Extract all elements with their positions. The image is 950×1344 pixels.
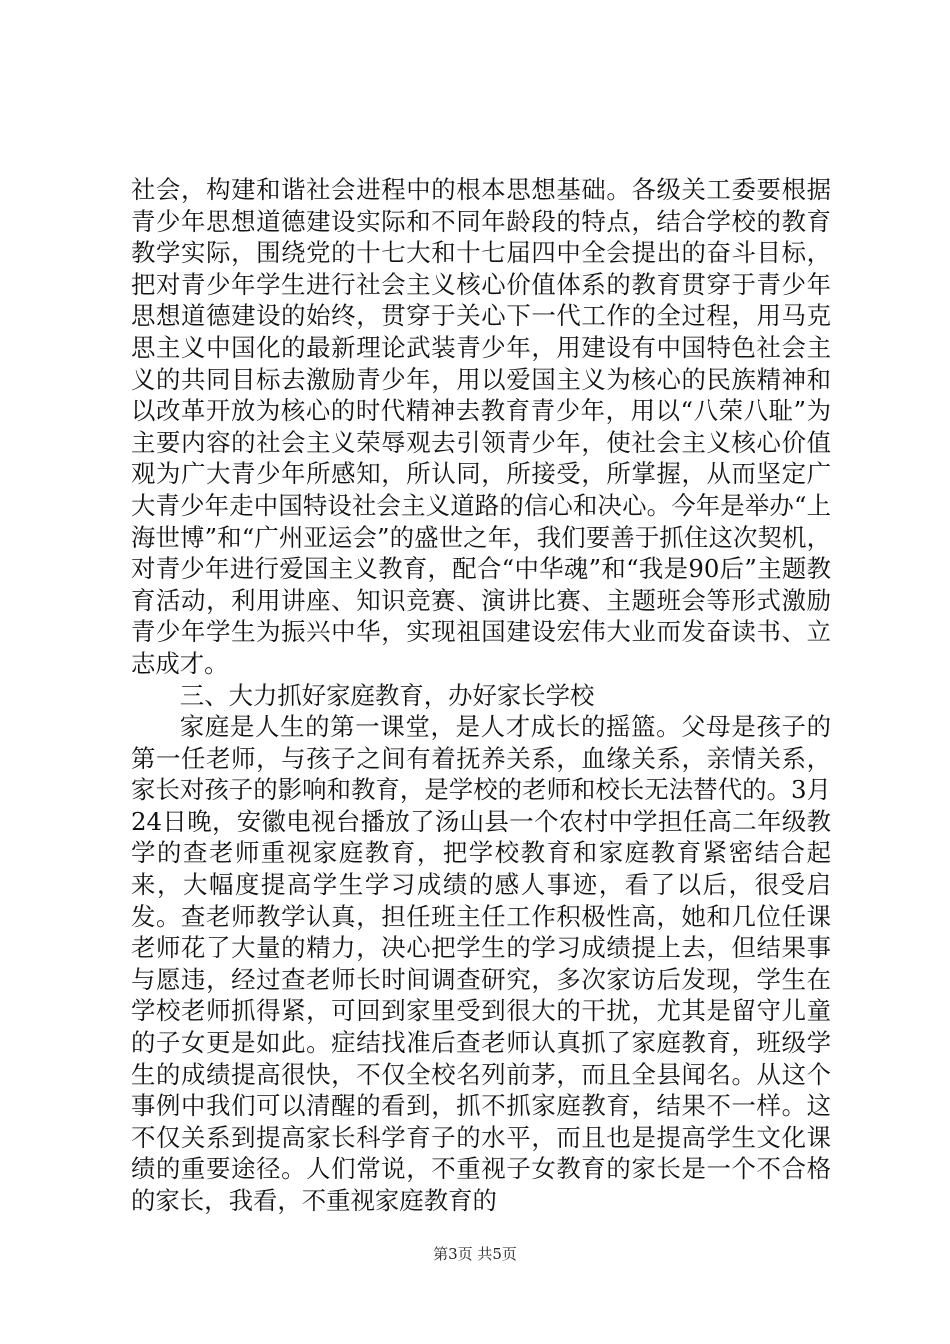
document-body: [131, 174, 831, 1217]
section-heading-family-education: 三、大力抓好家庭教育，办好家长学校: [179, 680, 595, 710]
paragraph-family-education: 家庭是人生的第一课堂，是人才成长的摇篮。父母是孩子的第一任老师，与孩子之间有着抚养关系，血缘关系，亲情关系，家长对孩子的影响和教育，是学校的老师和校长无法替代的。3月24日晚，安徽电视台播放了汤山县一个农村中学担任高二年级教学的查老师重视家庭教育，把学校教育和家庭教育紧密结合起来，大幅度提高学生学习成绩的感人事迹，看了以后，很受启发。查老师教学认真，担任班主任工作积极性高，她和几位任课老师花了大量的精力，决心把学生的学习成绩提上去，但结果事与愿违，经过查老师长时间调查研究，多次家访后发现，学生在学校老师抓得紧，可回到家里受到很大的干扰，尤其是留守儿童的子女更是如此。症结找准后查老师认真抓了家庭教育，班级学生的成绩提高很快，不仅全校名列前茅，而且全县闻名。从这个事例中我们可以清醒的看到，抓不抓家庭教育，结果不一样。这不仅关系到提高家长科学育子的水平，而且也是提高学生文化课绩的重要途径。人们常说，不重视子女教育的家长是一个不合格的家长，我看，不重视家庭教育的: [131, 712, 831, 1215]
page-footer: 第3页 共5页: [433, 1245, 517, 1263]
paragraph-core-values: 社会，构建和谐社会进程中的根本思想基础。各级关工委要根据青少年思想道德建设实际和不同年龄段的特点，结合学校的教育教学实际，围绕党的十七大和十七届四中全会提出的奋斗目标，把对青少年学生进行社会主义核心价值体系的教育贯穿于青少年思想道德建设的始终，贯穿于关心下一代工作的全过程，用马克思主义中国化的最新理论武装青少年，用建设有中国特色社会主义的共同目标去激励青少年，用以爱国主义为核心的民族精神和以改革开放为核心的时代精神去教育青少年，用以“八荣八耻”为主要内容的社会主义荣辱观去引领青少年，使社会主义核心价值观为广大青少年所感知，所认同，所接受，所掌握，从而坚定广大青少年走中国特设社会主义道路的信心和决心。今年是举办“上海世博”和“广州亚运会”的盛世之年，我们要善于抓住这次契机，对青少年进行爱国主义教育，配合“中华魂”和“我是90后”主题教育活动，利用讲座、知识竞赛、演讲比赛、主题班会等形式激励青少年学生为振兴中华，实现祖国建设宏伟大业而发奋读书、立志成才。: [131, 175, 831, 678]
